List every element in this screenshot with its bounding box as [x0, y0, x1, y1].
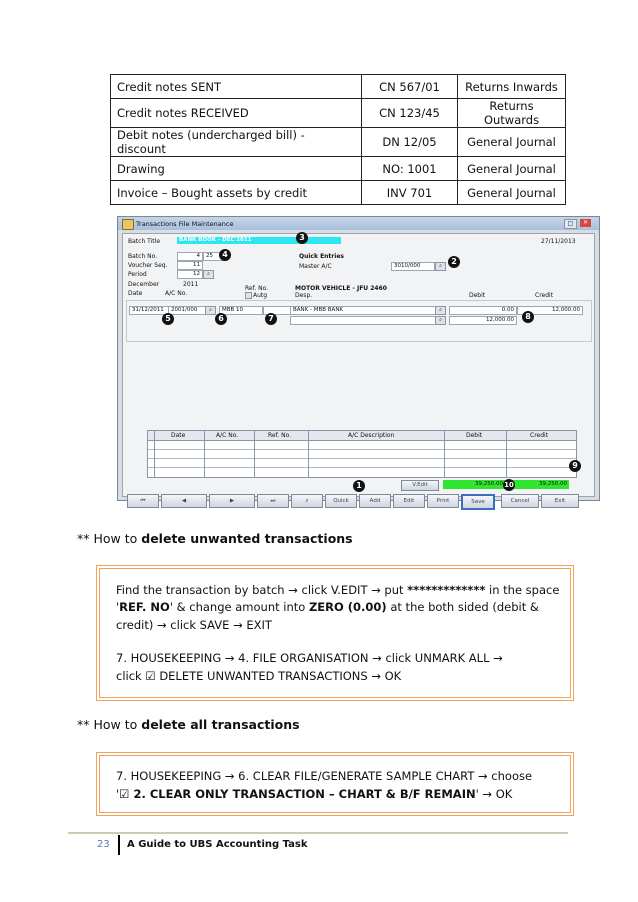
col-credit-label: Credit [535, 292, 554, 299]
search-icon[interactable]: ⌕ [291, 494, 323, 508]
period-label: Period [128, 271, 147, 278]
box2-line1: 7. HOUSEKEEPING → 6. CLEAR FILE/GENERATE SAMPLE CHART → choose [116, 769, 533, 783]
period-field[interactable]: 12 [177, 270, 203, 279]
voucher-description: MOTOR VEHICLE - JFU 2460 [295, 285, 387, 292]
text: ' → OK [475, 787, 513, 801]
marker-1: 1 [353, 480, 365, 492]
page-number: 23 [97, 839, 110, 850]
button-bar [127, 494, 597, 507]
table-cell-book: Returns Outwards [458, 99, 566, 128]
form-panel [122, 233, 595, 505]
entry-desp-lookup-icon[interactable]: ⌕ [435, 306, 446, 315]
box1-line2 [116, 599, 539, 616]
entry-credit-field[interactable]: 12,000.00 [517, 306, 583, 315]
grid-line [148, 467, 576, 468]
autog-checkbox[interactable] [245, 292, 252, 299]
master-ac-label: Master A/C [299, 263, 332, 270]
entry-ac-lookup-icon[interactable]: ⌕ [205, 306, 216, 315]
footer-rule [68, 832, 568, 834]
transaction-grid[interactable] [147, 430, 577, 478]
master-ac-field[interactable]: 3010/000 [391, 262, 435, 271]
voucher-seq-label: Voucher Seq. [128, 262, 168, 269]
table-row [111, 157, 566, 181]
heading-bold: delete unwanted transactions [141, 531, 353, 546]
quick-entries-label: Quick Entries [299, 253, 344, 260]
col-ref-label: Ref. No. [245, 285, 269, 292]
add-button[interactable]: Add [359, 494, 391, 508]
autog-label: Autg [253, 292, 268, 299]
prev-record-button[interactable]: ◀ [161, 494, 207, 508]
table-cell-item: Credit notes RECEIVED [111, 99, 362, 128]
col-debit-label: Debit [469, 292, 486, 299]
table-row [111, 99, 566, 128]
entry-ref-field[interactable]: MBB 10 [219, 306, 263, 315]
footer-title: A Guide to UBS Accounting Task [127, 839, 308, 850]
table-cell-book: Returns Inwards [458, 75, 566, 99]
heading-prefix: ** How to [77, 717, 142, 732]
marker-4: 4 [219, 249, 231, 261]
first-record-button[interactable]: ⏮ [127, 494, 159, 508]
entry-ac-field[interactable]: 2001/000 [168, 306, 206, 315]
table-cell-ref: NO: 1001 [362, 157, 458, 181]
box1-line5: click ☑ DELETE UNWANTED TRANSACTIONS → OK [116, 669, 402, 683]
batch-no-label: Batch No. [128, 253, 158, 260]
entry-desp2-field[interactable] [290, 316, 436, 325]
text: Find the transaction by batch → click V.EDIT → put [116, 583, 408, 597]
transactions-window [117, 216, 600, 505]
period-year: 2011 [183, 281, 199, 288]
table-cell-book: General Journal [458, 157, 566, 181]
edit-button[interactable]: Edit [393, 494, 425, 508]
text-bold: ☑ 2. CLEAR ONLY TRANSACTION – CHART & B/F REMAIN [119, 787, 476, 801]
grid-header-credit: Credit [530, 432, 549, 439]
grid-line [148, 458, 576, 459]
section2-heading [77, 717, 300, 732]
text: ' [116, 600, 120, 614]
grid-col-line [254, 431, 255, 477]
grid-col-line [506, 431, 507, 477]
cancel-button[interactable]: Cancel [501, 494, 539, 508]
total-credit: 39,250.00 [507, 480, 569, 489]
text-bold: REF. NO [119, 600, 170, 614]
total-debit: 39,250.00 [443, 480, 505, 489]
grid-header-ref: Ref. No. [268, 432, 292, 439]
period-lookup-icon[interactable]: ⌕ [203, 270, 214, 279]
grid-header-ac: A/C No. [216, 432, 239, 439]
box1-line3: credit) → click SAVE → EXIT [116, 618, 272, 632]
col-ac-label: A/C No. [165, 290, 188, 297]
table-cell-ref: CN 567/01 [362, 75, 458, 99]
table-cell-ref: DN 12/05 [362, 128, 458, 157]
col-desp-label: Desp. [295, 292, 313, 299]
text-bold: ************* [407, 583, 486, 597]
table-cell-item: Drawing [111, 157, 362, 181]
master-ac-lookup-icon[interactable]: ⌕ [435, 262, 446, 271]
document-type-table [110, 74, 566, 205]
heading-prefix: ** How to [77, 531, 142, 546]
batch-no-field[interactable]: 4 [177, 252, 203, 261]
marker-6: 6 [215, 313, 227, 325]
text: at the both sided (debit & [386, 600, 539, 614]
table-cell-book: General Journal [458, 181, 566, 205]
grid-col-line [204, 431, 205, 477]
entry-debit-field[interactable]: 0.00 [449, 306, 517, 315]
window-title: Transactions File Maintenance [136, 220, 234, 228]
batch-count-field: 25 [203, 252, 227, 261]
maximize-icon[interactable]: □ [564, 219, 577, 229]
entry-total-field: 12,000.00 [449, 316, 517, 325]
batch-title-label: Batch Title [128, 238, 161, 245]
grid-header-date: Date [171, 432, 186, 439]
save-button[interactable]: Save [461, 494, 495, 510]
box1-line4: 7. HOUSEKEEPING → 4. FILE ORGANISATION → click UNMARK ALL → [116, 651, 503, 665]
box2-line2 [116, 786, 512, 803]
text: ' [116, 787, 120, 801]
marker-2: 2 [448, 256, 460, 268]
grid-line [148, 449, 576, 450]
grid-col-line [444, 431, 445, 477]
batch-title-field[interactable]: BANK BOOK - DEC'2011 [177, 237, 341, 244]
grid-header-debit: Debit [466, 432, 483, 439]
table-cell-item: Credit notes SENT [111, 75, 362, 99]
period-name: December [128, 281, 160, 288]
table-row [111, 128, 566, 157]
entry-date-field[interactable]: 31/12/2011 [129, 306, 171, 315]
marker-9: 9 [569, 460, 581, 472]
entry-desp2-lookup-icon[interactable]: ⌕ [435, 316, 446, 325]
text: in the space [485, 583, 560, 597]
table-cell-ref: CN 123/45 [362, 99, 458, 128]
table-row [111, 181, 566, 205]
print-button[interactable]: Print [427, 494, 459, 508]
box1-line1 [116, 582, 559, 599]
text: ' & change amount into [169, 600, 309, 614]
session-date: 27/11/2013 [541, 238, 576, 245]
grid-header-desc: A/C Description [348, 432, 395, 439]
next-record-button[interactable]: ▶ [209, 494, 255, 508]
col-date-label: Date [128, 290, 143, 297]
table-cell-item: Invoice – Bought assets by credit [111, 181, 362, 205]
table-row [111, 75, 566, 99]
close-icon[interactable]: ✕ [580, 219, 591, 227]
quick-button[interactable]: Quick [325, 494, 357, 508]
section1-heading [77, 531, 353, 546]
window-titlebar [118, 217, 599, 230]
entry-desp-field[interactable]: BANK - MBB BANK [290, 306, 436, 315]
table-cell-item: Debit notes (undercharged bill) - discount [111, 128, 362, 157]
heading-bold: delete all transactions [141, 717, 300, 732]
last-record-button[interactable]: ⏭ [257, 494, 289, 508]
footer-divider [118, 835, 120, 855]
vedit-button[interactable]: V.Edit [401, 480, 439, 491]
text-bold: ZERO (0.00) [308, 600, 387, 614]
marker-10: 10 [504, 481, 514, 489]
marker-8: 8 [522, 311, 534, 323]
voucher-seq-field[interactable]: 11 [177, 261, 203, 270]
marker-7: 7 [265, 313, 277, 325]
app-icon [122, 219, 134, 230]
marker-3: 3 [296, 232, 308, 244]
table-cell-book: General Journal [458, 128, 566, 157]
marker-5: 5 [162, 313, 174, 325]
exit-button[interactable]: Exit [541, 494, 579, 508]
table-cell-ref: INV 701 [362, 181, 458, 205]
grid-col-line [308, 431, 309, 477]
grid-col-line [154, 431, 155, 477]
